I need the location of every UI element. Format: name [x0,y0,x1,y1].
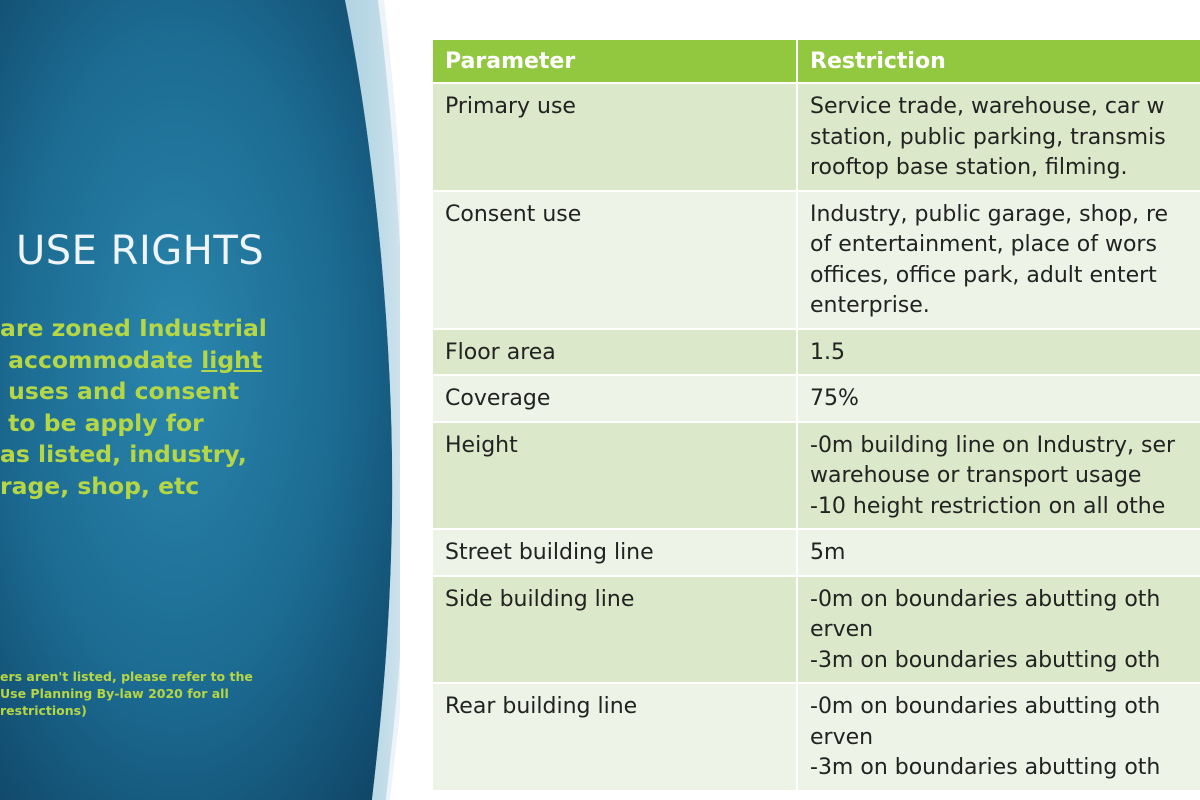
body-line-text: to be apply for [0,408,204,437]
underlined-word: light [201,345,263,374]
body-line-text: are zoned Industrial [0,314,267,342]
restriction-text: enterprise. [810,293,930,318]
restriction-cell [797,83,1200,191]
parameter-text: Consent use [445,201,582,227]
left-panel [0,0,400,800]
restriction-text: station, public parking, transmis [810,124,1166,150]
restriction-text: offices, office park, adult entert [810,262,1157,288]
body-line-text: as listed, industry, [0,440,247,468]
body-line [0,471,280,503]
parameter-cell [432,191,797,329]
parameter-cell [432,375,797,422]
footnote-line: restrictions) [0,703,87,718]
body-line [0,376,280,408]
parameter-cell [432,529,797,576]
parameter-cell [432,683,797,791]
parameter-cell [432,576,797,684]
table-row [432,329,1200,376]
restriction-text: -0m on boundaries abutting oth [810,694,1161,719]
table-row [432,422,1200,530]
restrictions-table-wrapper [431,38,1200,800]
restriction-cell [797,683,1200,791]
body-line [0,313,280,345]
parameter-text: Side building line [445,586,635,612]
table-row [432,683,1200,791]
restriction-cell [797,329,1200,376]
footnote-line: Use Planning By-law 2020 for all [0,686,229,701]
body-line-text: accommodate [0,345,202,374]
body-line [0,408,280,440]
table-row [432,191,1200,329]
footnote-line: ers aren't listed, please refer to the [0,669,253,684]
table-body [432,83,1200,791]
table-row [432,375,1200,422]
restriction-text: -0m building line on Industry, ser [810,432,1176,458]
restriction-cell [797,529,1200,576]
parameter-text: Floor area [445,339,556,365]
restriction-text: warehouse or transport usage [810,463,1142,488]
table-row [432,83,1200,191]
restriction-text: 75% [810,386,859,411]
parameter-text: Height [445,432,518,458]
table-header-row [432,39,1200,83]
restriction-text: rooftop base station, filming. [810,155,1128,180]
restriction-cell [797,576,1200,684]
parameter-text: Street building line [445,540,654,565]
restriction-text: 5m [810,540,846,565]
restriction-cell [797,422,1200,530]
restriction-text: -3m on boundaries abutting oth [810,647,1161,673]
restriction-text: of entertainment, place of wors [810,232,1157,257]
restriction-text: Service trade, warehouse, car w [810,94,1165,119]
table-row [432,529,1200,576]
restriction-cell [797,375,1200,422]
parameter-cell [432,422,797,530]
parameter-text: Rear building line [445,694,638,719]
body-line [0,345,280,377]
restriction-text: Industry, public garage, shop, re [810,201,1169,227]
header-parameter: Parameter [432,39,797,83]
restriction-text: erven [810,724,874,750]
parameter-text: Primary use [445,94,576,119]
table-row [432,576,1200,684]
parameter-text: Coverage [445,386,551,411]
body-line [0,439,280,471]
body-text [0,313,280,502]
restriction-text: -3m on boundaries abutting oth [810,755,1161,780]
restriction-text: erven [810,617,874,642]
body-line-text: rage, shop, etc [0,471,200,500]
restriction-text: 1.5 [810,339,845,365]
restrictions-table [431,38,1200,792]
footnote [0,668,260,719]
header-restriction: Restriction [797,39,1200,83]
restriction-text: -0m on boundaries abutting oth [810,586,1161,612]
body-line-text: uses and consent [0,377,240,405]
restriction-text: -10 height restriction on all othe [810,493,1166,519]
parameter-cell [432,83,797,191]
parameter-cell [432,329,797,376]
restriction-cell [797,191,1200,329]
slide-title: USE RIGHTS [16,228,265,274]
